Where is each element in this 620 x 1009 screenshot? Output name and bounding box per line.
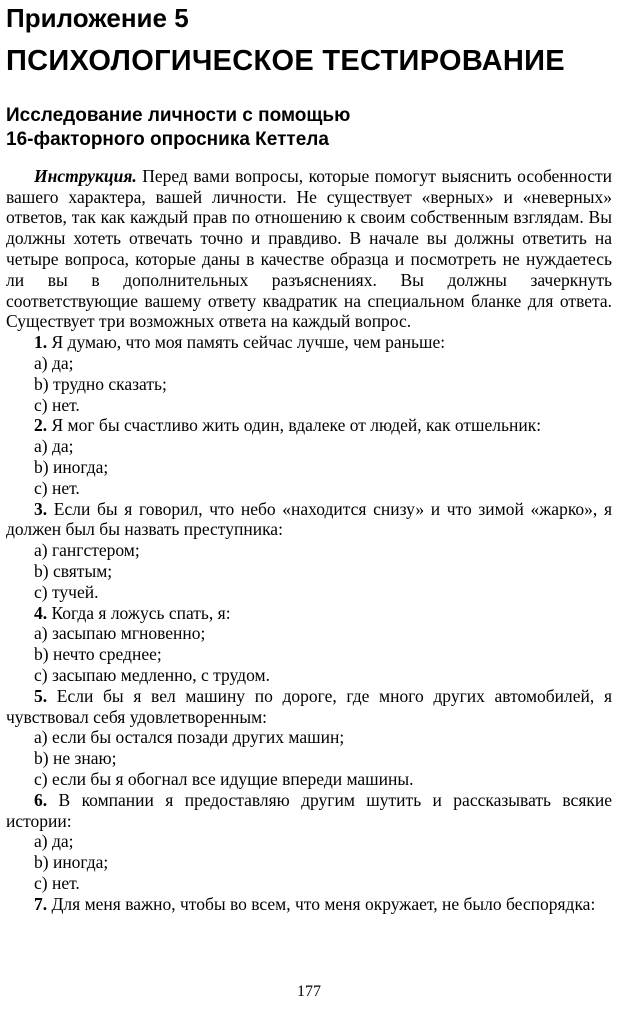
question-number: 5. bbox=[34, 685, 48, 706]
answer-option: a) засыпаю мгновенно; bbox=[34, 623, 206, 644]
answer-option: b) трудно сказать; bbox=[34, 373, 167, 394]
question-number: 6. bbox=[34, 789, 48, 810]
section-title bbox=[6, 104, 612, 150]
question-list bbox=[6, 332, 612, 914]
question-item bbox=[6, 686, 612, 790]
section-title-line1: Исследование личности с помощью bbox=[6, 105, 351, 127]
answer-option: b) иногда; bbox=[34, 456, 109, 477]
answer-option: c) нет. bbox=[34, 477, 80, 498]
instruction-text: Перед вами вопросы, которые помогут выяснить особенности вашего характера, вашей личности. Не существует «верных» и «неверных» ответов, так как каждый прав по отношению к своим собственным взглядам. Вы должны хотеть отвечать точно и правдиво. В начале вы должны ответить на четыре вопроса, которые даны в качестве образца и посмотреть не нуждаетесь ли вы в дополнительных разъяснениях. Вы должны зачеркнуть соответствующие вашему ответу квадратик на специальном бланке для ответа. Существует три возможных ответа на каждый вопрос. bbox=[6, 165, 612, 332]
question-body: Если бы я вел машину по дороге, где много других автомобилей, я чувствовал себя удовлетворенным: bbox=[6, 685, 613, 727]
question-item bbox=[6, 894, 612, 915]
page-title: ПСИХОЛОГИЧЕСКОЕ ТЕСТИРОВАНИЕ bbox=[6, 44, 565, 77]
section-title-line2: 16-факторного опросника Кеттела bbox=[6, 128, 329, 150]
question-body: Я думаю, что моя память сейчас лучше, чем раньше: bbox=[51, 332, 446, 353]
question-body: Когда я ложусь спать, я: bbox=[51, 602, 231, 623]
question-number: 7. bbox=[34, 893, 48, 914]
question-item bbox=[6, 499, 612, 603]
question-item bbox=[6, 415, 612, 498]
answer-option: b) иногда; bbox=[34, 852, 109, 873]
answer-option: c) нет. bbox=[34, 394, 80, 415]
question-number: 4. bbox=[34, 602, 48, 623]
question-number: 1. bbox=[34, 332, 48, 353]
answer-option: a) да; bbox=[34, 436, 74, 457]
instruction-label: Инструкция. bbox=[34, 165, 137, 186]
question-body: В компании я предоставляю другим шутить и рассказывать всякие истории: bbox=[6, 789, 613, 831]
question-text bbox=[6, 790, 612, 832]
answer-option: b) не знаю; bbox=[34, 748, 117, 769]
answer-option: c) тучей. bbox=[34, 581, 99, 602]
question-body: Я мог бы счастливо жить один, вдалеке от людей, как отшельник: bbox=[51, 415, 542, 436]
question-text bbox=[6, 415, 612, 436]
question-text bbox=[6, 894, 612, 915]
question-text bbox=[6, 603, 612, 624]
answer-option: c) нет. bbox=[34, 872, 80, 893]
instruction-paragraph bbox=[6, 166, 612, 332]
answer-option: a) да; bbox=[34, 353, 74, 373]
answer-option: a) да; bbox=[34, 831, 74, 852]
answer-option: c) засыпаю медленно, с трудом. bbox=[34, 664, 270, 685]
question-body: Для меня важно, чтобы во всем, что меня окружает, не было беспорядка: bbox=[51, 893, 596, 914]
question-text bbox=[6, 332, 612, 353]
answer-option: a) гангстером; bbox=[34, 540, 140, 561]
question-item bbox=[6, 332, 612, 415]
question-text bbox=[6, 686, 612, 728]
question-text bbox=[6, 499, 612, 541]
question-item bbox=[6, 603, 612, 686]
page-number: 177 bbox=[297, 983, 321, 1000]
answer-option: c) если бы я обогнал все идущие впереди машины. bbox=[34, 768, 414, 789]
answer-option: a) если бы остался позади других машин; bbox=[34, 727, 345, 748]
question-item bbox=[6, 790, 612, 894]
answer-option: b) святым; bbox=[34, 560, 113, 581]
answer-option: b) нечто среднее; bbox=[34, 644, 162, 665]
question-number: 3. bbox=[34, 498, 48, 519]
question-body: Если бы я говорил, что небо «находится снизу» и что зимой «жарко», я должен был бы назвать преступника: bbox=[6, 498, 613, 540]
appendix-title: Приложение 5 bbox=[6, 3, 189, 33]
question-number: 2. bbox=[34, 415, 48, 436]
